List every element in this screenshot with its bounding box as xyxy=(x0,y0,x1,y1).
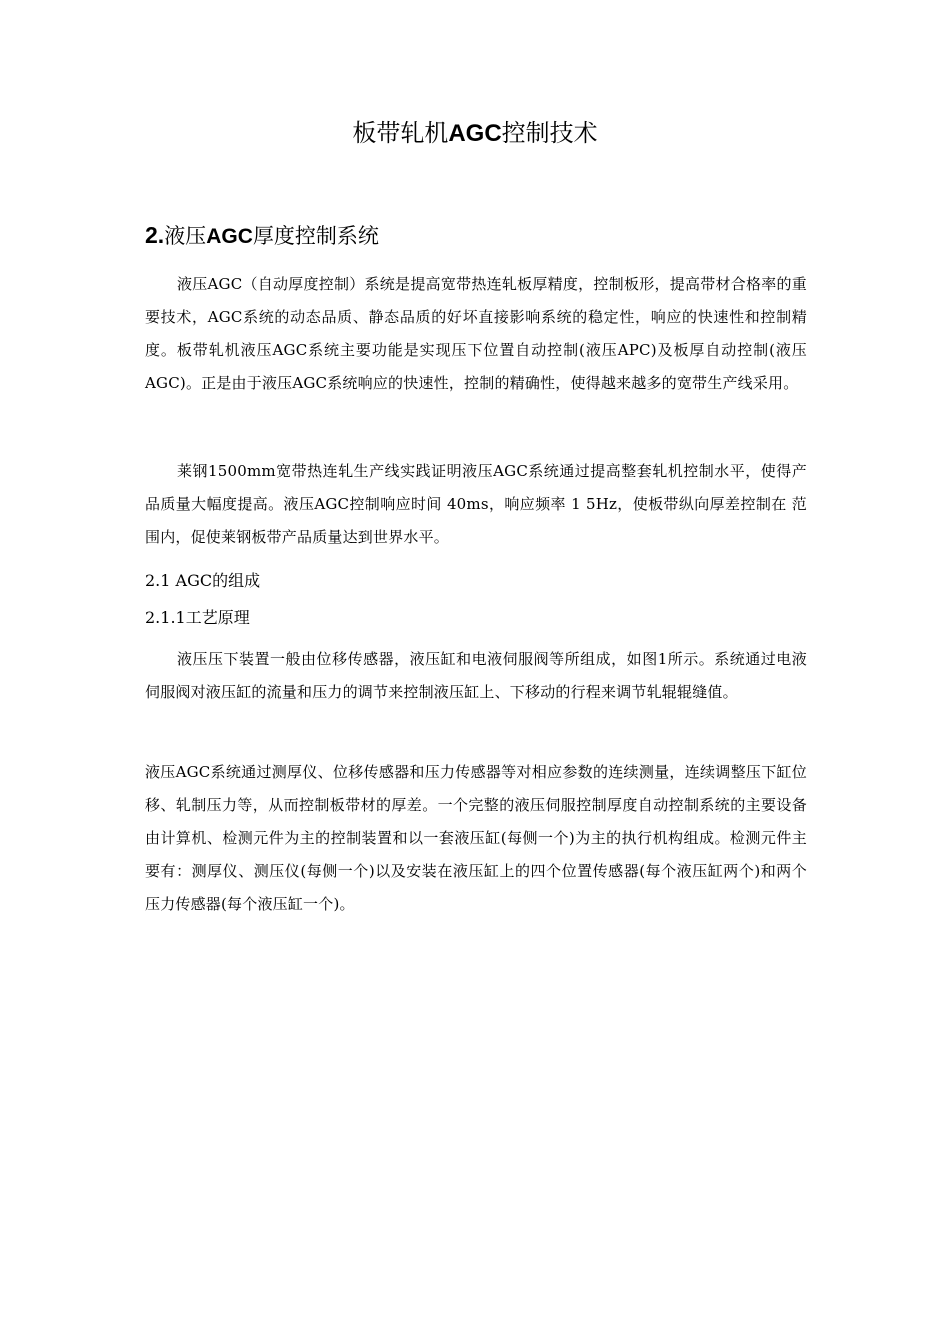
document-title xyxy=(0,116,950,151)
section-heading-text-1: 液压 xyxy=(164,224,207,248)
subsection-heading-2-1: 2.1 AGC的组成 xyxy=(145,571,261,590)
section-heading xyxy=(145,219,805,253)
paragraph-laigang: 莱钢1500mm宽带热连轧生产线实践证明液压AGC系统通过提高整套轧机控制水平，使得产品质量大幅度提高。液压AGC控制响应时间 40ms，响应频率 1 5Hz，使板带纵向厚差控制在 范围内，促使莱钢板带产品质量达到世界水平。 xyxy=(145,462,807,546)
subsection-heading-2-1-1: 2.1.1工艺原理 xyxy=(145,608,250,627)
paragraph-intro: 液压AGC（自动厚度控制）系统是提高宽带热连轧板厚精度，控制板形，提高带材合格率的重要技术，AGC系统的动态品质、静态品质的好坏直接影响系统的稳定性，响应的快速性和控制精度。板带轧机液压AGC系统主要功能是实现压下位置自动控制(液压APC)及板厚自动控制(液压AGC)。正是由于液压AGC系统响应的快速性，控制的精确性，使得越来越多的宽带生产线采用。 xyxy=(145,275,807,392)
section-heading-agc: AGC xyxy=(206,225,253,248)
title-text-agc: AGC xyxy=(448,120,502,147)
section-number: 2. xyxy=(145,222,165,248)
title-text-2: 控制技术 xyxy=(501,119,598,147)
paragraph-system-composition: 液压AGC系统通过测厚仪、位移传感器和压力传感器等对相应参数的连续测量，连续调整压下缸位移、轧制压力等，从而控制板带材的厚差。一个完整的液压伺服控制厚度自动控制系统的主要设备由计算机、检测元件为主的控制装置和以一套液压缸(每侧一个)为主的执行机构组成。检测元件主要有：测厚仪、测压仪(每侧一个)以及安装在液压缸上的四个位置传感器(每个液压缸两个)和两个压力传感器(每个液压缸一个)。 xyxy=(145,763,807,913)
section-heading-text-2: 厚度控制系统 xyxy=(252,224,379,248)
paragraph-principle: 液压压下装置一般由位移传感器，液压缸和电液伺服阀等所组成，如图1所示。系统通过电液伺服阀对液压缸的流量和压力的调节来控制液压缸上、下移动的行程来调节轧辊辊缝值。 xyxy=(145,650,807,701)
title-text-1: 板带轧机 xyxy=(352,119,449,147)
